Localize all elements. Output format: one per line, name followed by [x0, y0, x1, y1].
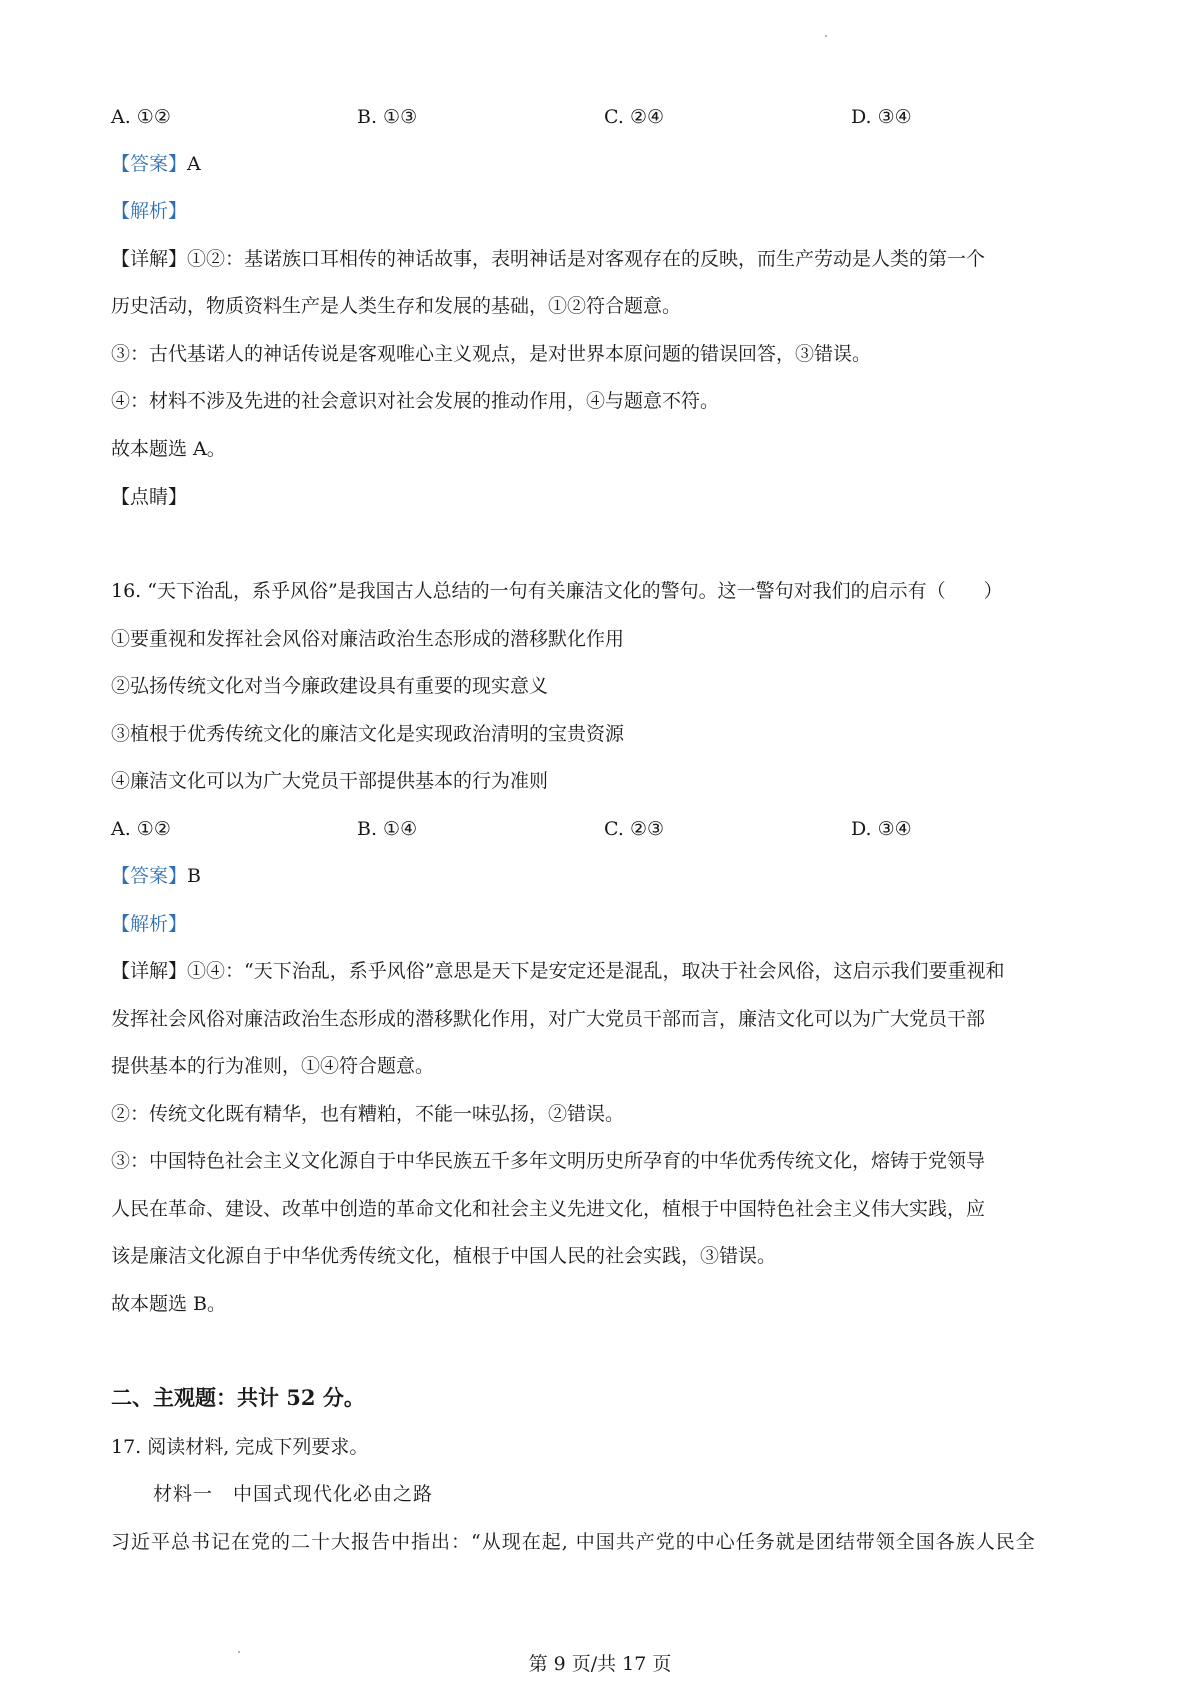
q17-material-title: 材料一 中国式现代化必由之路: [153, 1483, 434, 1505]
q15-detail-line: 故本题选 A。: [111, 438, 226, 460]
q15-choice-d: D. ③④: [851, 106, 912, 128]
q15-comment-label: 【点睛】: [111, 486, 188, 508]
q15-choice-c: C. ②④: [604, 106, 665, 128]
q16-detail-line: 人民在革命、建设、改革中创造的革命文化和社会主义先进文化，植根于中国特色社会主义伟大实践，应: [111, 1198, 986, 1220]
answer-value: A: [187, 153, 201, 175]
detail-label: 【详解】: [111, 960, 188, 982]
q16-detail-line: ②：传统文化既有精华，也有糟粕，不能一味弘扬，②错误。: [111, 1103, 625, 1125]
q16-option: ③植根于优秀传统文化的廉洁文化是实现政治清明的宝贵资源: [111, 723, 625, 745]
q16-option: ①要重视和发挥社会风俗对廉洁政治生态形成的潜移默化作用: [111, 628, 625, 650]
q16-analysis-label: 【解析】: [111, 913, 188, 935]
q15-detail-line: ③：古代基诺人的神话传说是客观唯心主义观点，是对世界本原问题的错误回答，③错误。: [111, 343, 872, 365]
detail-text: ①④：“天下治乱，系乎风俗”意思是天下是安定还是混乱，取决于社会风俗，这启示我们要重视和: [187, 960, 1005, 982]
q17-stem: 17. 阅读材料, 完成下列要求。: [111, 1436, 369, 1458]
answer-value: B: [187, 865, 201, 887]
q16-detail-line: 提供基本的行为准则，①④符合题意。: [111, 1055, 435, 1077]
q16-detail-line: 发挥社会风俗对廉洁政治生态形成的潜移默化作用，对广大党员干部而言，廉洁文化可以为广大党员干部: [111, 1008, 986, 1030]
q16-detail-line: 该是廉洁文化源自于中华优秀传统文化，植根于中国人民的社会实践，③错误。: [111, 1245, 777, 1267]
q16-detail-line: 故本题选 B。: [111, 1293, 227, 1315]
answer-label: 【答案】: [111, 865, 188, 887]
q16-answer: [111, 862, 201, 890]
detail-label: 【详解】: [111, 248, 188, 270]
scan-dot: [825, 35, 827, 37]
q16-option: ②弘扬传统文化对当今廉政建设具有重要的现实意义: [111, 675, 549, 697]
q15-detail-line: 历史活动，物质资料生产是人类生存和发展的基础，①②符合题意。: [111, 295, 682, 317]
q15-choice-b: B. ①③: [357, 106, 418, 128]
q15-detail-line: [111, 245, 985, 273]
q15-detail-line: ④：材料不涉及先进的社会意识对社会发展的推动作用，④与题意不符。: [111, 390, 720, 412]
q16-detail-line: [111, 957, 1004, 985]
q16-choice-b: B. ①④: [357, 818, 418, 840]
q17-material-line: 习近平总书记在党的二十大报告中指出：“从现在起, 中国共产党的中心任务就是团结带领全国各族人民全: [111, 1531, 1036, 1553]
section-heading: 二、主观题：共计 52 分。: [111, 1385, 365, 1410]
q15-analysis-label: 【解析】: [111, 200, 188, 222]
q15-answer: [111, 150, 201, 178]
answer-label: 【答案】: [111, 153, 188, 175]
q16-detail-line: ③：中国特色社会主义文化源自于中华民族五千多年文明历史所孕育的中华优秀传统文化，熔铸于党领导: [111, 1150, 986, 1172]
detail-text: ①②：基诺族口耳相传的神话故事，表明神话是对客观存在的反映，而生产劳动是人类的第一个: [187, 248, 986, 270]
q16-choice-c: C. ②③: [604, 818, 665, 840]
q16-choice-a: A. ①②: [111, 818, 171, 840]
q15-choice-a: A. ①②: [111, 106, 171, 128]
q16-stem: 16. “天下治乱，系乎风俗”是我国古人总结的一句有关廉洁文化的警句。这一警句对我们的启示有（ ）: [111, 580, 1003, 602]
q16-choice-d: D. ③④: [851, 818, 912, 840]
q16-option: ④廉洁文化可以为广大党员干部提供基本的行为准则: [111, 770, 549, 792]
page-number: 第 9 页/共 17 页: [528, 1653, 672, 1675]
